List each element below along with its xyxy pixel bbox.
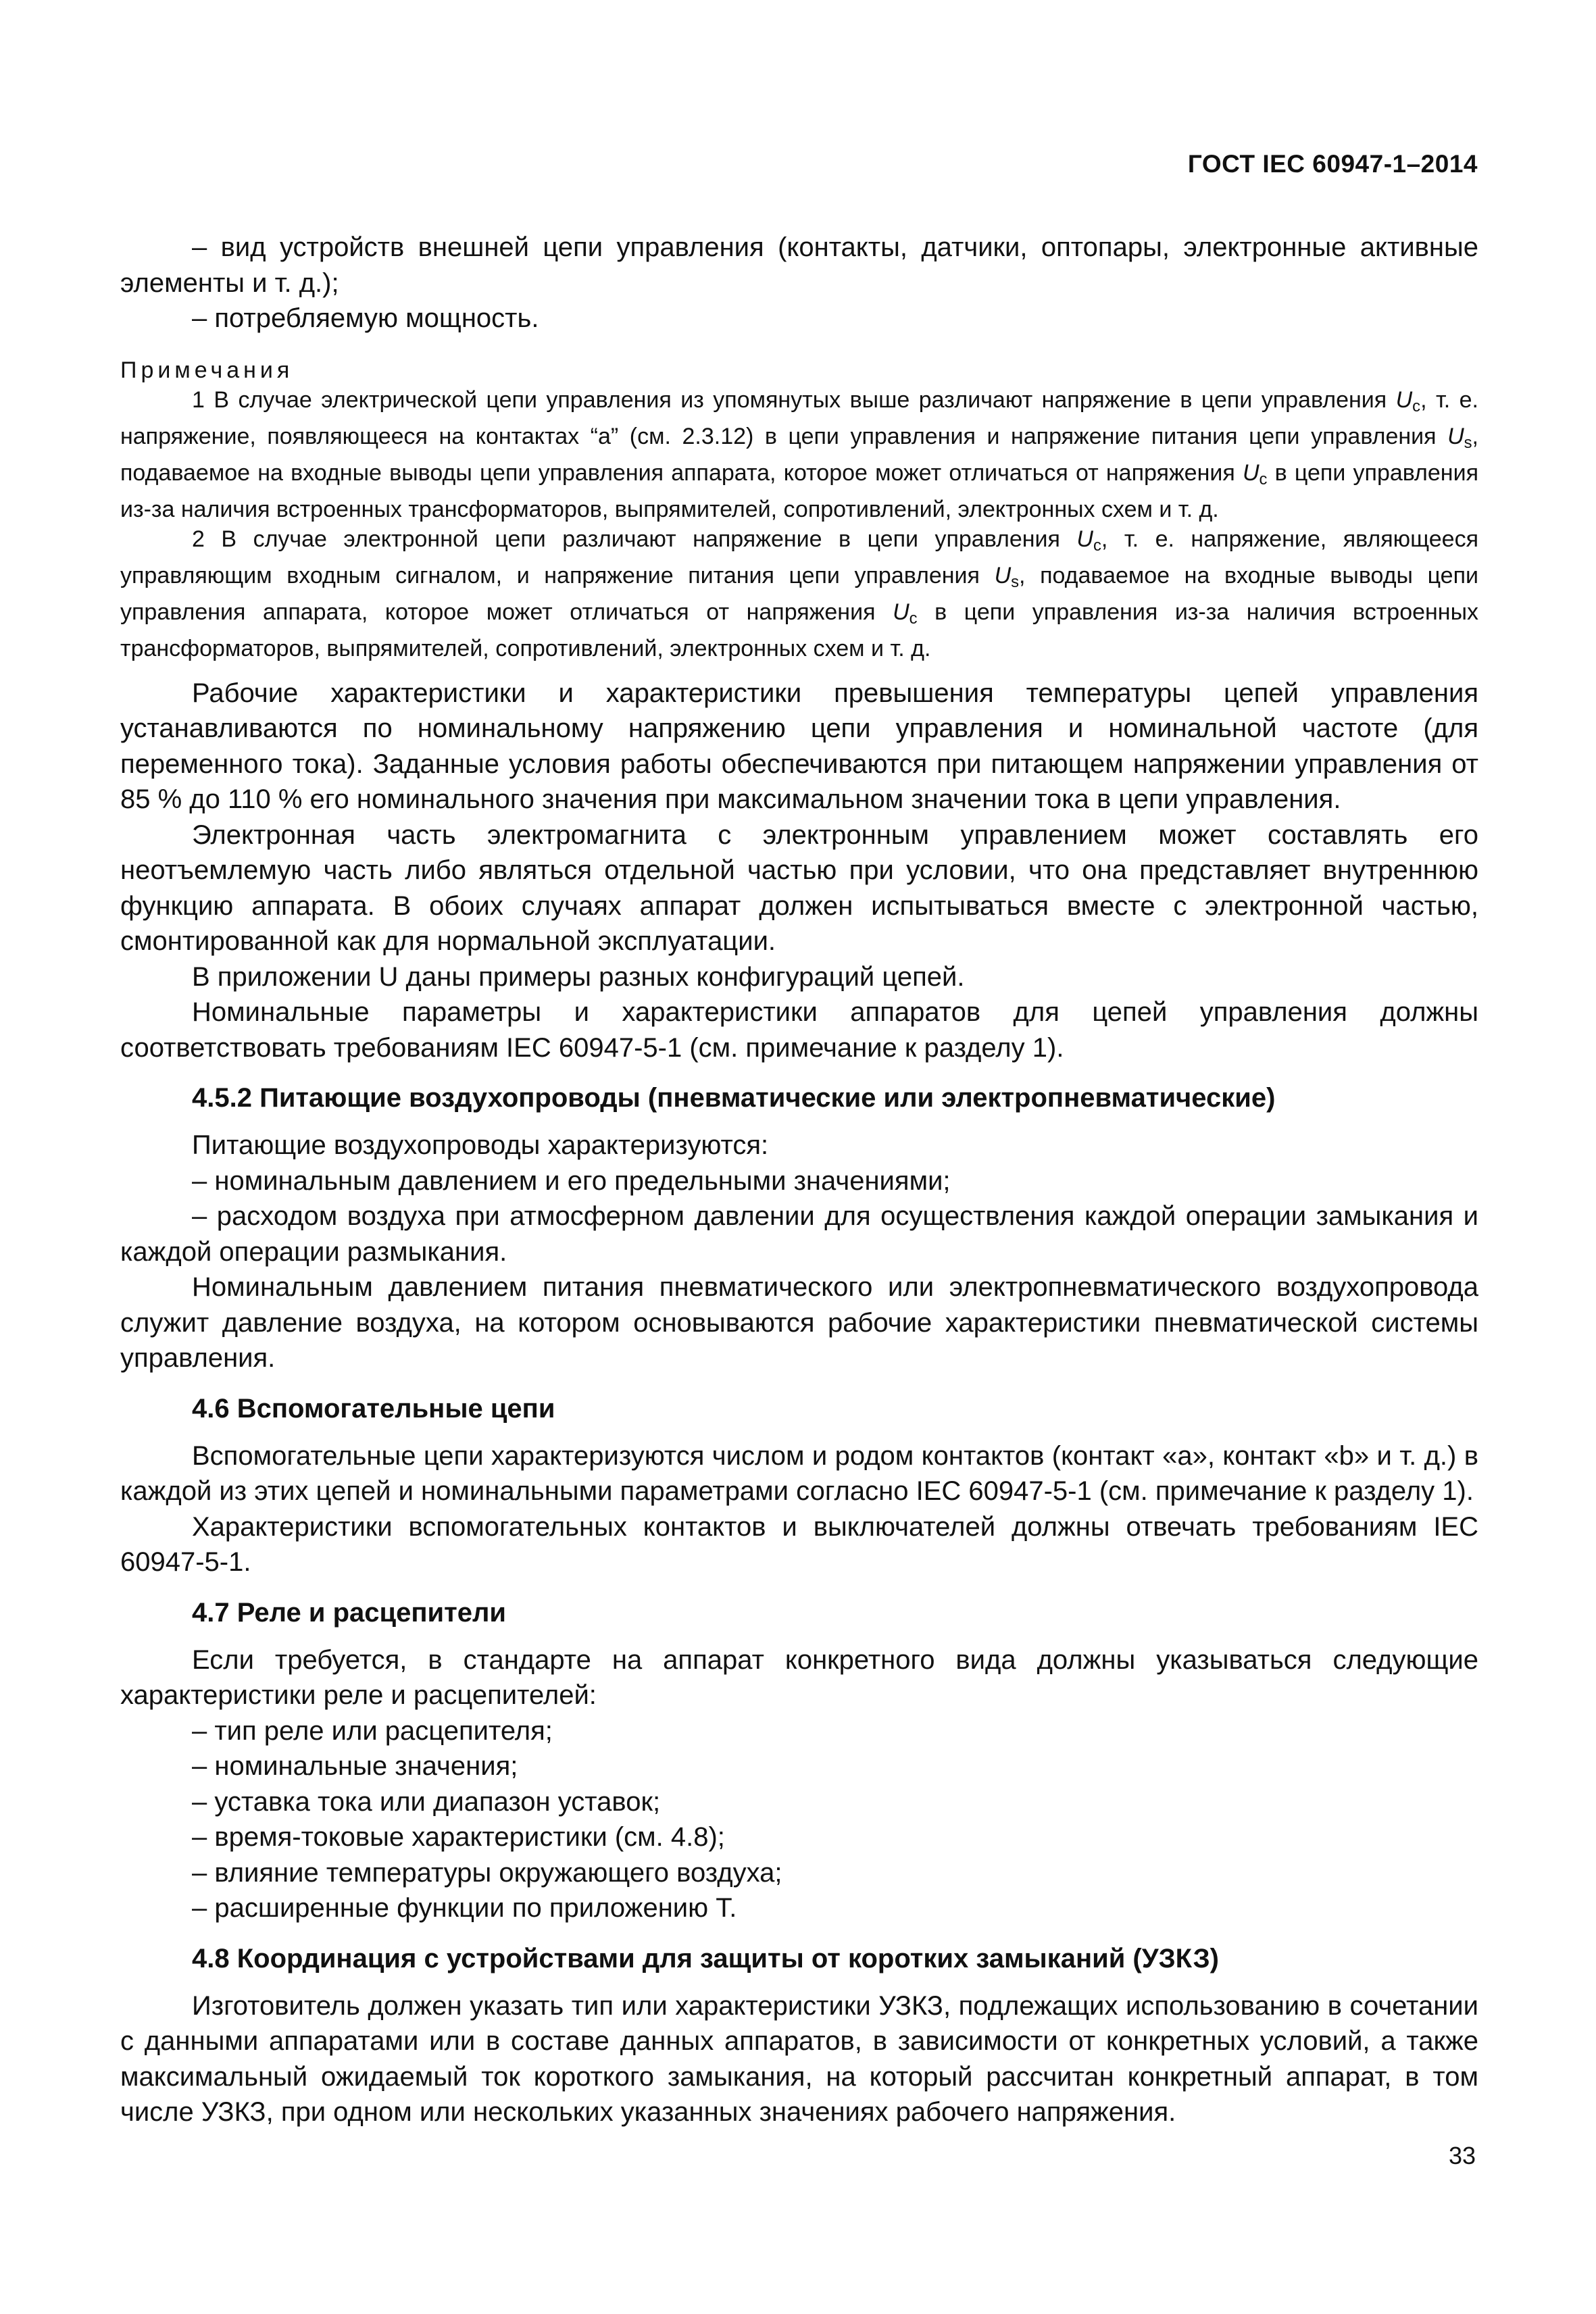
paragraph: Если требуется, в стандарте на аппарат конкретного вида должны указываться следующие характеристики реле и расцепителей: [120, 1644, 1478, 1710]
list-item: – номинальные значения; [192, 1751, 518, 1781]
paragraph: Вспомогательные цепи характеризуются числом и родом контактов (контакт «a», контакт «b» и т. д.) в каждой из этих цепей и номинальными параметрами согласно IEC 60947-5-1 (см. примечание к разделу 1). [120, 1440, 1478, 1506]
page-number: 33 [1448, 2142, 1476, 2169]
note-1: 1 В случае электрической цепи управления из упомянутых выше различают напряжение в цепи управления $U_c$, т. е. напряжение, появляющееся на контактах “a” (см. 2.3.12) в цепи управления и напряжение питания цепи управления $U_s$, подаваемое на входные выводы цепи управления аппарата, которое может отличаться от напряжения $U_c$ в цепи управления из-за наличия встроенных трансформаторов, выпрямителей, сопротивлений, электронных схем и т. д. [120, 386, 1478, 522]
note-2: 2 В случае электронной цепи различают напряжение в цепи управления $U_c$, т. е. напряжение, являющееся управляющим входным сигналом, и напряжение питания цепи управления $U_s$, подаваемое на входные выводы цепи управления аппарата, которое может отличаться от напряжения $U_c$ в цепи управления из-за наличия встроенных трансформаторов, выпрямителей, сопротивлений, электронных схем и т. д. [120, 526, 1479, 661]
document-body [120, 230, 1478, 2130]
paragraph: Питающие воздухопроводы характеризуются: [192, 1130, 769, 1160]
intro-item: – вид устройств внешней цепи управления (контакты, датчики, оптопары, электронные активные элементы и т. д.); [120, 232, 1478, 298]
paragraph: Электронная часть электромагнита с электронным управлением может составлять его неотъемлемую часть либо являться отдельной частью при условии, что она представляет внутреннюю функцию аппарата. В обоих случаях аппарат должен испытываться вместе с электронной частью, смонтированной как для нормальной эксплуатации. [120, 820, 1478, 956]
notes-title: Примечания [120, 357, 294, 383]
list-item: – уставка тока или диапазон уставок; [192, 1786, 661, 1817]
section-heading-4-5-2: 4.5.2 Питающие воздухопроводы (пневматические или электропневматические) [192, 1083, 1276, 1113]
section-heading-4-6: 4.6 Вспомогательные цепи [192, 1393, 555, 1424]
section-heading-4-7: 4.7 Реле и расцепители [192, 1597, 506, 1628]
list-item: – время-токовые характеристики (см. 4.8); [192, 1822, 725, 1852]
list-item: – тип реле или расцепителя; [192, 1715, 553, 1746]
paragraph: Рабочие характеристики и характеристики превышения температуры цепей управления устанавливаются по номинальному напряжению цепи управления и номинальной частоте (для переменного тока). Заданные условия работы обеспечиваются при питающем напряжении управления от 85 % до 110 % его номинального значения при максимальном значении тока в цепи управления. [120, 678, 1478, 814]
list-item: – расходом воздуха при атмосферном давлении для осуществления каждой операции замыкания и каждой операции размыкания. [120, 1201, 1478, 1267]
paragraph: Номинальным давлением питания пневматического или электропневматического воздухопровода служит давление воздуха, на котором основываются рабочие характеристики пневматической системы управления. [120, 1272, 1478, 1373]
paragraph: Номинальные параметры и характеристики аппаратов для цепей управления должны соответствовать требованиям IEC 60947-5-1 (см. примечание к разделу 1). [120, 997, 1478, 1063]
intro-item: – потребляемую мощность. [192, 303, 539, 333]
paragraph: Изготовитель должен указать тип или характеристики УЗКЗ, подлежащих использованию в сочетании с данными аппаратами или в составе данных аппаратов, в зависимости от конкретных условий, а также максимальный ожидаемый ток короткого замыкания, на который рассчитан конкретный аппарат, в том числе УЗКЗ, при одном или нескольких указанных значениях рабочего напряжения. [120, 1990, 1478, 2127]
document-header: ГОСТ IEC 60947-1–2014 [1187, 150, 1478, 178]
list-item: – расширенные функции по приложению Т. [192, 1893, 737, 1923]
paragraph: В приложении U даны примеры разных конфигураций цепей. [192, 961, 965, 992]
paragraph: Характеристики вспомогательных контактов и выключателей должны отвечать требованиям IEC 60947-5-1. [120, 1511, 1478, 1577]
list-item: – номинальным давлением и его предельными значениями; [192, 1165, 951, 1196]
list-item: – влияние температуры окружающего воздуха; [192, 1857, 782, 1888]
section-heading-4-8: 4.8 Координация с устройствами для защиты от коротких замыканий (УЗКЗ) [192, 1943, 1219, 1973]
